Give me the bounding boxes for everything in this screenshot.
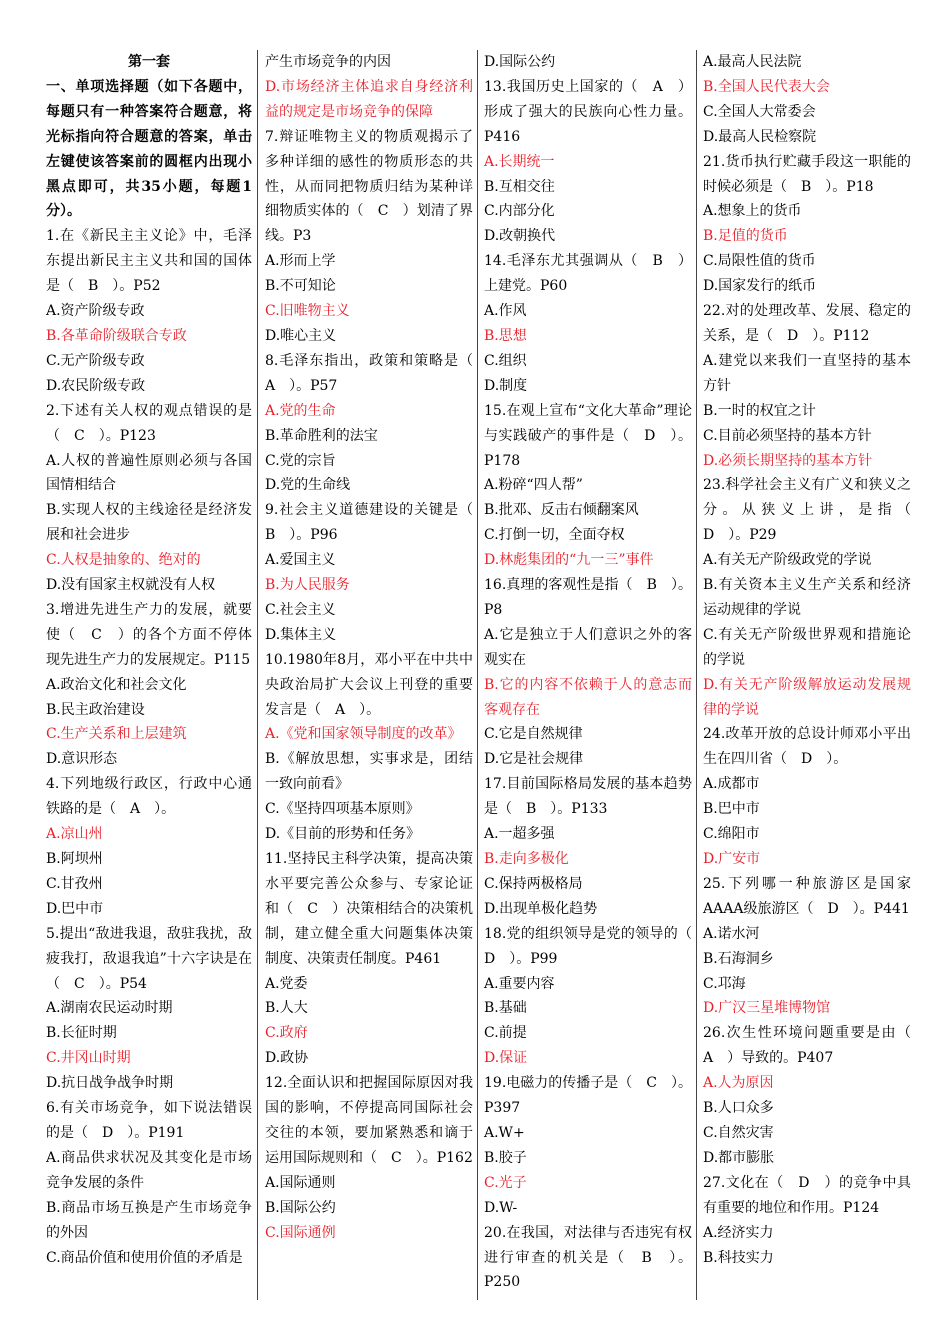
- answer-option: B.革命胜利的法宝: [265, 427, 378, 444]
- question-line: 3.增进先进生产力的发展，就要使（ C ）的各个方面不停体现先进生产力的发展规定。P115: [46, 601, 252, 668]
- answer-option: B.石海洞乡: [703, 950, 774, 967]
- answer-option: B.长征时期: [46, 1025, 117, 1042]
- correct-answer-option: B.思想: [484, 327, 527, 344]
- answer-option: C.目前必须坚持的基本方针: [703, 427, 872, 444]
- answer-option: A.建党以来我们一直坚持的基本方针: [703, 352, 911, 394]
- question-line: 9.社会主义道德建设的关键是（ B ）。P96: [265, 502, 487, 544]
- answer-option: B.人口众多: [703, 1100, 774, 1117]
- answer-option: D.改朝换代: [484, 228, 556, 245]
- question-line: 11.坚持民主科学决策，提高决策水平要完善公众参与、专家论证和（ C ）决策相结合的决策机制，建立健全重大问题集体决策制度、决策责任制度。P461: [265, 851, 473, 967]
- answer-option: A.作风: [484, 303, 527, 320]
- answer-option: A.想象上的货币: [703, 203, 802, 220]
- correct-answer-option: D.必须长期坚持的基本方针: [703, 452, 873, 469]
- answer-option: D.它是社会规律: [484, 751, 584, 768]
- answer-option: C.组织: [484, 352, 527, 369]
- answer-option: D.巴中市: [46, 900, 104, 917]
- answer-option: B.批邓、反击右倾翻案风: [484, 502, 639, 519]
- question-line: 6.有关市场竞争，如下说法错误的是（ D ）。P191: [46, 1100, 252, 1141]
- answer-option: A.诺水河: [703, 925, 760, 942]
- answer-option: C.它是自然规律: [484, 726, 583, 743]
- answer-option: D.意识形态: [46, 751, 118, 768]
- answer-option: A.商品供求状况及其变化是市场竞争发展的条件: [46, 1149, 252, 1191]
- answer-option: C.邛海: [703, 975, 746, 992]
- question-line: 12.全面认识和把握国际原因对我国的影响，不停提高同国际社会交往的本领，要加紧熟悉和谪于运用国际规则和（ C ）。P162: [265, 1075, 473, 1166]
- answer-option: C.自然灾害: [703, 1124, 774, 1141]
- answer-option: A.一超多强: [484, 826, 555, 843]
- answer-option: A.形而上学: [265, 253, 336, 270]
- answer-option: B.国际公约: [265, 1199, 336, 1216]
- correct-answer-option: B.它的内容不依赖于人的意志而客观存在: [484, 676, 692, 718]
- question-line: 16.真理的客观性是指（ B ）。P8: [484, 577, 692, 618]
- answer-option: D.抗日战争战争时期: [46, 1075, 174, 1092]
- answer-option: A.人权的普遍性原则必须与各国国情相结合: [46, 452, 252, 494]
- question-line: 14.毛泽东尤其强调从（ B ）上建党。P60: [484, 253, 692, 295]
- answer-option: A.重要内容: [484, 975, 555, 992]
- question-line: 19.电磁力的传播子是（ C ）。P397: [484, 1075, 692, 1117]
- answer-option: C.全国人大常委会: [703, 103, 816, 120]
- answer-option: D.最高人民检察院: [703, 128, 817, 145]
- question-line: 27.文化在（ D ）的竞争中具有重要的地位和作用。P124: [703, 1174, 911, 1216]
- answer-option: C.党的宗旨: [265, 452, 336, 469]
- question-line: 10.1980年8月，邓小平在中共中央政治局扩大会议上刊登的重要发言是（ A ）。: [265, 651, 473, 718]
- answer-option: A.政治文化和社会文化: [46, 676, 187, 693]
- answer-option: D.政协: [265, 1050, 309, 1067]
- answer-option: B.不可知论: [265, 278, 336, 295]
- question-line: 1.在《新民主主义论》中，毛泽东提出新民主主义共和国的国体是（ B ）。P52: [46, 228, 252, 295]
- correct-answer-option: C.国际通例: [265, 1224, 336, 1241]
- question-line: 24.改革开放的总设计师邓小平出生在四川省（ D ）。: [703, 726, 911, 768]
- answer-option: A.成都市: [703, 776, 760, 793]
- question-line: 22.对的处理改革、发展、稳定的关系，是（ D ）。P112: [703, 303, 911, 344]
- document-page: [36, 50, 925, 1300]
- correct-answer-option: D.林彪集团的“九一三”事件: [484, 552, 654, 569]
- answer-option: B.《解放思想，实事求是，团结一致向前看》: [265, 751, 473, 793]
- answer-option: D.W-: [484, 1199, 518, 1216]
- answer-option: B.阿坝州: [46, 851, 103, 867]
- answer-option: D.《目前的形势和任务》: [265, 826, 421, 843]
- question-line: 7.辩证唯物主义的物质观揭示了多种详细的感性的物质形态的共性，从而同把物质归结为某种详细物质实体的（ C ）划清了界线。P3: [265, 128, 473, 245]
- answer-option: A.党委: [265, 975, 308, 992]
- column-divider: [477, 50, 478, 1300]
- answer-option: C.保持两极格局: [484, 875, 583, 892]
- answer-option: C.无产阶级专政: [46, 352, 145, 369]
- column-3: [484, 50, 706, 1300]
- correct-answer-option: A.党的生命: [265, 402, 336, 419]
- question-line: 13.我国历史上国家的（ A ）形成了强大的民族向心性力量。P416: [484, 78, 692, 145]
- answer-option: D.农民阶级专政: [46, 377, 146, 394]
- column-4: [703, 50, 925, 1300]
- correct-answer-option: B.足值的货币: [703, 228, 788, 245]
- question-line: 20.在我国，对法律与否违宪有权进行审查的机关是（ B ）。P250: [484, 1224, 692, 1291]
- correct-answer-option: D.广汉三星堆博物馆: [703, 1000, 831, 1017]
- correct-answer-option: C.旧唯物主义: [265, 303, 350, 320]
- answer-option: C.局限性值的货币: [703, 253, 816, 270]
- answer-option: B.巴中市: [703, 801, 760, 818]
- answer-option: D.没有国家主权就没有人权: [46, 577, 216, 594]
- correct-answer-option: C.生产关系和上层建筑: [46, 726, 187, 743]
- answer-option: C.《坚持四项基本原则》: [265, 801, 420, 818]
- correct-answer-option: A.凉山州: [46, 826, 103, 843]
- question-line: 26.次生性环境问题重要是由（ A ）导致的。P407: [703, 1025, 925, 1067]
- answer-option: C.有关无产阶级世界观和措施论的学说: [703, 626, 911, 668]
- answer-option: B.实现人权的主线途径是经济发展和社会进步: [46, 502, 252, 544]
- correct-answer-option: A.人为原因: [703, 1075, 774, 1092]
- correct-answer-option: A.长期统一: [484, 153, 555, 170]
- answer-option: C.打倒一切，全面夺权: [484, 527, 625, 544]
- column-divider: [257, 50, 258, 1300]
- section-title: 第一套: [128, 54, 170, 70]
- correct-answer-option: C.井冈山时期: [46, 1050, 131, 1067]
- correct-answer-option: D.有关无产阶级解放运动发展规律的学说: [703, 676, 911, 718]
- answer-option: C.前提: [484, 1025, 527, 1042]
- question-line: 5.提出“敌进我退，敌驻我扰，敌疲我打，敌退我追”十六字诀是在（ C ）。P54: [46, 925, 252, 992]
- answer-option: B.科技实力: [703, 1249, 774, 1266]
- answer-option: A.湖南农民运动时期: [46, 1000, 173, 1017]
- answer-option: A.国际通则: [265, 1174, 336, 1191]
- answer-option: B.基础: [484, 1000, 527, 1017]
- answer-option: D.国际公约: [484, 54, 556, 70]
- answer-option: A.经济实力: [703, 1224, 774, 1241]
- answer-option: B.商品市场互换是产生市场竞争的外因: [46, 1199, 252, 1241]
- answer-option: D.唯心主义: [265, 327, 337, 344]
- answer-option: A.爱国主义: [265, 552, 336, 569]
- answer-option: C.社会主义: [265, 601, 336, 618]
- answer-option: D.集体主义: [265, 626, 337, 643]
- answer-option: B.胶子: [484, 1149, 527, 1166]
- answer-option: A.最高人民法院: [703, 54, 802, 70]
- correct-answer-option: A.《党和国家领导制度的改革》: [265, 726, 462, 743]
- answer-option: A.有关无产阶级政党的学说: [703, 552, 872, 569]
- question-line: 产生市场竞争的内因: [265, 54, 391, 70]
- correct-answer-option: D.广安市: [703, 851, 761, 867]
- correct-answer-option: B.为人民服务: [265, 577, 350, 594]
- question-line: 8.毛泽东指出，政策和策略是（ A ）。P57: [265, 352, 487, 394]
- correct-answer-option: C.光子: [484, 1174, 527, 1191]
- answer-option: A.它是独立于人们意识之外的客观实在: [484, 626, 692, 668]
- question-line: 21.货币执行贮藏手段这一职能的时候必须是（ B ）。P18: [703, 153, 911, 195]
- answer-option: B.民主政治建设: [46, 701, 145, 718]
- answer-option: C.内部分化: [484, 203, 555, 220]
- correct-answer-option: C.人权是抽象的、绝对的: [46, 552, 201, 569]
- column-2: [265, 50, 487, 1300]
- answer-option: C.甘孜州: [46, 875, 103, 892]
- answer-option: B.人大: [265, 1000, 308, 1017]
- question-line: 17.目前国际格局发展的基本趋势是（ B ）。P133: [484, 776, 692, 818]
- correct-answer-option: B.走向多极化: [484, 851, 569, 867]
- column-divider: [696, 50, 697, 1300]
- correct-answer-option: D.市场经济主体追求自身经济利益的规定是市场竞争的保障: [265, 78, 473, 120]
- answer-option: D.党的生命线: [265, 477, 351, 494]
- question-line: 15.在观上宣布“文化大革命”理论与实践破产的事件是（ D ）。P178: [484, 402, 692, 469]
- correct-answer-option: D.保证: [484, 1050, 528, 1067]
- answer-option: A.粉碎“四人帮”: [484, 477, 583, 494]
- question-line: 4.下列地级行政区，行政中心通铁路的是（ A ）。: [46, 776, 252, 818]
- answer-option: C.商品价值和使用价值的矛盾是: [46, 1249, 243, 1266]
- correct-answer-option: B.全国人民代表大会: [703, 78, 830, 95]
- question-line: 18.党的组织领导是党的领导的（ D ）。P99: [484, 925, 706, 967]
- answer-option: B.一时的权宜之计: [703, 402, 816, 419]
- answer-option: A.资产阶级专政: [46, 303, 145, 320]
- column-1: [46, 50, 252, 1300]
- question-line: 23.科学社会主义有广义和狭义之分。从狭义上讲，是指（ D ）。P29: [703, 477, 925, 544]
- answer-option: D.出现单极化趋势: [484, 900, 598, 917]
- answer-option: D.国家发行的纸币: [703, 278, 817, 295]
- answer-option: D.制度: [484, 377, 528, 394]
- question-line: 2.下述有关人权的观点错误的是（ C ）。P123: [46, 402, 252, 444]
- answer-option: B.互相交往: [484, 178, 555, 195]
- question-line: 25.下列哪一种旅游区是国家AAAA级旅游区（ D ）。P441: [703, 875, 911, 917]
- answer-option: B.有关资本主义生产关系和经济运动规律的学说: [703, 577, 911, 618]
- answer-option: C.绵阳市: [703, 826, 760, 843]
- answer-option: D.都市膨胀: [703, 1149, 775, 1166]
- section-instructions: 一、单项选择题（如下各题中，每题只有一种答案符合题意，将光标指向符合题意的答案，单击左键使该答案前的圆框内出现小黑点即可，共35小题，每题1分）。: [46, 78, 252, 220]
- correct-answer-option: B.各革命阶级联合专政: [46, 327, 187, 344]
- correct-answer-option: C.政府: [265, 1025, 308, 1042]
- answer-option: A.W+: [484, 1124, 525, 1141]
